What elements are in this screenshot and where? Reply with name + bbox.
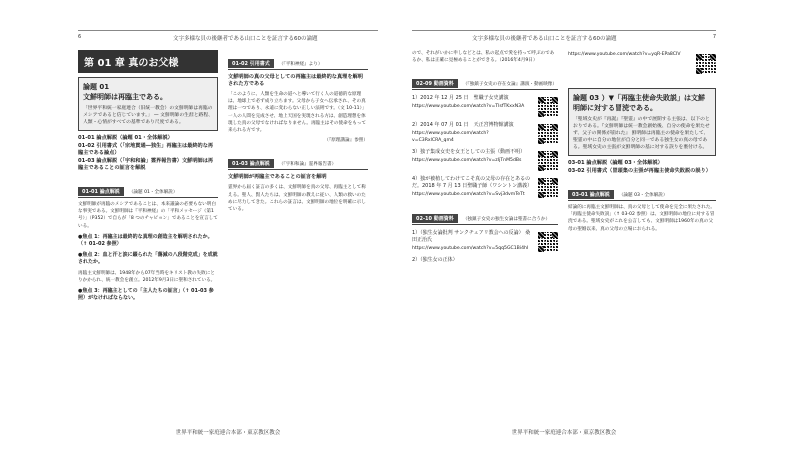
video-entry bbox=[412, 122, 558, 144]
video-url[interactable]: https://www.youtube.com/watch?v=TIsfTKxxN3A bbox=[412, 104, 525, 110]
ref-item: 03-01 論点解説（論題 03・全体解説） bbox=[568, 160, 663, 166]
video-label: 2）（独生女の正体） bbox=[412, 257, 458, 264]
thesis-title: 論題 01 文鮮明師は再臨主である。 bbox=[83, 83, 167, 101]
body-text: 結論的に再臨主文鮮明師は、真の父母として使命を完全に果たされた。「再臨主使命失敗説」（↑ 03-02 参照）は、文鮮明師の地位に対する冒涜である。聖域女史がこれを公言しても、文鮮明師は1960年の真の父母の聖婚以来、真の父母の立場におられる。 bbox=[568, 205, 716, 232]
qr-code-icon[interactable] bbox=[538, 232, 558, 252]
bullet-point: ●焦点 3：再臨主としての「主人たちの証言」（↑ 01-03 参照）がなければならない。 bbox=[78, 288, 214, 302]
video-url[interactable]: https://www.youtube.com/watch?v=C3RxlCRA_qm4 bbox=[412, 131, 489, 143]
right-column-2 bbox=[568, 50, 716, 233]
ref-item: 01-01 論点解説（論題 01・全体解説） bbox=[78, 135, 173, 141]
video-label: 1）2012 年 12 月 25 日 聖職子女史講演 bbox=[412, 95, 509, 102]
page-number: 7 bbox=[712, 34, 716, 40]
left-column-2 bbox=[228, 50, 368, 213]
right-column-1 bbox=[412, 50, 558, 267]
section-bar-sub: （『宇和和論』霊界報告書） bbox=[278, 162, 337, 168]
left-page bbox=[78, 10, 378, 442]
qr-code-icon[interactable] bbox=[538, 124, 558, 144]
video-label: 4）独が被植してわけてこそ真の父母の存在とあるのだ。2018 年 7 月 13 日聖職子師（ワシントン講義） bbox=[412, 176, 533, 190]
thesis-box bbox=[568, 88, 716, 156]
section-bar-sub: （論題 03・全体解説） bbox=[618, 193, 668, 198]
bullet-point: ●焦点 1：再臨主は最終的な真理の創造主を解明されたか。（↑ 01-02 参照） bbox=[78, 233, 213, 248]
section-bar bbox=[228, 50, 368, 70]
page-footer: 世界平和統一家庭連合本部・東京教区教会 bbox=[511, 430, 617, 436]
section-bar bbox=[78, 178, 218, 198]
body-text: ので、それがいかに申しなどとは、私の起点で愛を持って呼ぶのであるか、私は正確に見極めることができる。（2016年4月9日） bbox=[412, 51, 555, 64]
video-label: 1）（独生女論批判 サンクチュアリ教会への反論） 桑田正治氏 bbox=[412, 229, 531, 243]
video-entry bbox=[412, 176, 558, 199]
running-head: 文字多様な貝の後継者である山口ことを証言する60の論題 bbox=[173, 36, 318, 42]
section-bar-label: 02-09 動画資料 bbox=[412, 79, 458, 88]
section-bar-sub: （『平和神経』より） bbox=[278, 62, 323, 67]
section-heading: 文鮮明師の真の父母としての再臨主は最終的な真理を解明された方である bbox=[228, 74, 363, 87]
section-bar-sub: （独鎮子女史の独生女論は聖書に合うか） bbox=[462, 216, 551, 222]
body-text: 文鮮明師が再臨のメシアであることは、本来議論の必要もない明白な事実である。文鮮明師は『平和神経』の「平和メッセージ（第1号）」（P352）で自らが「8 つのチャピョン」であることを宣言している。 bbox=[78, 202, 218, 229]
video-entry bbox=[412, 95, 558, 117]
video-url[interactable]: https://www.youtube.com/watch?v=5qq5GC1Bi4hI bbox=[412, 245, 529, 251]
video-entry bbox=[412, 257, 558, 267]
qr-code-icon[interactable] bbox=[538, 178, 558, 198]
ref-item: 01-03 論点解説（「宇和和論」霊界報告書）文鮮明師は再臨主であることの証言を解説 bbox=[78, 158, 214, 171]
video-entry bbox=[412, 149, 558, 171]
section-bar bbox=[228, 150, 368, 170]
thesis-body: 「世界平和統一家庭連合（旧統一教会）の文鮮明師は再臨のメシアであると信じています。」 — 文鮮明師の生涯と路程、人類・心情がすべての基準であり尺度である。 bbox=[83, 106, 213, 125]
video-entry bbox=[412, 230, 558, 253]
video-url[interactable]: https://www.youtube.com/watch?v=Svj3dvmTeTt bbox=[412, 192, 525, 198]
thesis-box bbox=[78, 77, 218, 131]
qr-code-icon[interactable] bbox=[538, 151, 558, 171]
section-bar bbox=[412, 205, 558, 225]
right-page bbox=[412, 10, 716, 442]
ref-item: 03-02 引用書式（冒頭集の主張が再臨主使命失敗説の誤り） bbox=[568, 168, 711, 174]
page-footer: 世界平和統一家庭連合本部・東京教区教会 bbox=[175, 430, 281, 436]
left-column-1 bbox=[78, 50, 218, 302]
body-text: 「このように、人類を生命の道へと導いて行く人の道徳的な原理は、地球上で必ず成り立ちます。父母から子女へ伝承され、その真理は一つであり、永遠に変わらない正しい法則です。（文 10-11）」 一人の人間を完成させ、地上天国を実現される方は、創造理想を体現した真の父母でなければなりません。再臨主はその使命をもって来られる方です。 bbox=[228, 92, 367, 134]
section-bar-label: 02-10 動画資料 bbox=[412, 214, 458, 223]
qr-code-icon[interactable] bbox=[538, 97, 558, 117]
citation: （『原理講論』参照） bbox=[324, 138, 368, 144]
thesis-body: 「聖域女史が『再誕』『聖霊』の中で展開する主張は、以下のとおりである。『文鮮明師は統一教会創始後、自分の使命を果たせず、父子の関係が崩れた』 鮮明師は再臨主の使命を果たして、聖霊の中に自分の地位が自分と同一である独生女の真の母である。聖域女史の主張が文鮮明師の基に対する誤りを裏付ける。 bbox=[573, 117, 710, 150]
body-text: 霊界から届く証言の多くは、文鮮明師を真の父母、再臨主として称える。聖人、賢人たちは、文鮮明師の教えに従い、人類の救いのために尽力してきた。これらの証言は、文鮮明師の地位を明確に示している。 bbox=[228, 185, 366, 213]
top-rule bbox=[412, 30, 716, 31]
top-rule bbox=[78, 30, 378, 31]
page-number: 6 bbox=[78, 34, 82, 40]
video-label: 2）2014 年 07 月 01 日 天正宮博物館講演 bbox=[412, 122, 514, 129]
video-url[interactable]: https://www.youtube.com/watch?v=yqR-EPa8CIV bbox=[568, 52, 681, 57]
section-bar-label: 03-01 論点解説 bbox=[568, 190, 614, 199]
chapter-title: 第 01 章 真のお父様 bbox=[78, 50, 218, 73]
section-heading: 文鮮明師が再臨主であることの証言を解明 bbox=[228, 174, 327, 181]
thesis-title: 論題 03 ）▼「再臨主使命失敗説」は文鮮明師に対する冒涜である。 bbox=[573, 94, 705, 112]
running-head: 文字多様な貝の後継者である山口ことを証言する60の論題 bbox=[472, 36, 617, 42]
video-url[interactable]: https://www.youtube.com/watch?v=zIjTnM5dBs bbox=[412, 158, 522, 164]
section-bar-label: 01-03 論点解説 bbox=[228, 159, 274, 168]
section-bar-label: 01-01 論点解説 bbox=[78, 187, 124, 196]
video-entry bbox=[568, 52, 716, 74]
section-bar-label: 01-02 引用書式 bbox=[228, 59, 274, 68]
bullet-point: ●焦点 2：血と汗と涙に綴られた「蕩減の八段階克成」を成就されたか。 bbox=[78, 252, 218, 266]
section-bar-sub: （論題 01・全体解説） bbox=[128, 190, 178, 195]
section-bar bbox=[568, 181, 716, 201]
qr-code-icon[interactable] bbox=[696, 54, 716, 74]
section-bar bbox=[412, 70, 558, 90]
video-label: 3）独子集成女史を女王としての主張（動画不明） bbox=[412, 149, 526, 156]
body-text: 再臨主文鮮明師は、1948年から07年当時をキリスト教の失敗にとりかかられ、統一教会を創立。2012年9月3日に聖和されている。 bbox=[78, 270, 216, 283]
ref-item: 01-02 引用書式（「宗地貫通―独生」再臨主は最終的な再臨主である論点） bbox=[78, 143, 214, 156]
section-bar-sub: （『独鎮子女史の存在女論』講演・動画映像） bbox=[462, 82, 557, 88]
